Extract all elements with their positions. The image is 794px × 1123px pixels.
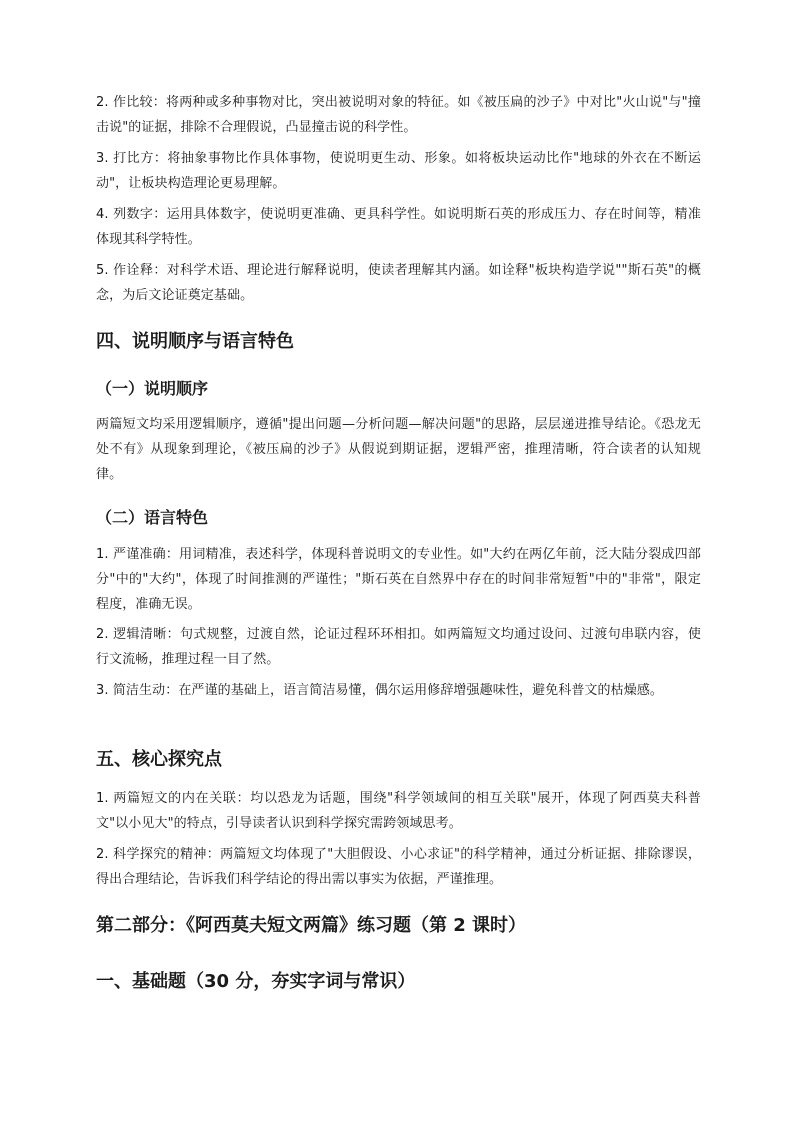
method-numbers [96, 202, 701, 252]
paragraph: 4. 列数字：运用具体数字，使说明更准确、更具科学性。如说明斯石英的形成压力、存在时间等，精准体现其科学特性。 [96, 207, 701, 247]
inquiry-item-1 [96, 786, 701, 836]
paragraph: 1. 两篇短文的内在关联：均以恐龙为话题，围绕"科学领域间的相互关联"展开，体现了阿西莫夫科普文"以小见大"的特点，引导读者认识到科学探究需跨领域思考。 [96, 791, 701, 831]
paragraph: 5. 作诠释：对科学术语、理论进行解释说明，使读者理解其内涵。如诠释"板块构造学说""斯石英"的概念，为后文论证奠定基础。 [96, 263, 701, 303]
part-title: 第二部分：《阿西莫夫短文两篇》练习题（第 2 课时） [96, 915, 527, 936]
subsection-title: （一）说明顺序 [96, 379, 209, 398]
order-paragraph [96, 412, 701, 487]
subsection-title: （二）语言特色 [96, 508, 209, 527]
section-heading [96, 330, 701, 354]
section-title: 五、核心探究点 [96, 749, 222, 770]
inquiry-item-2 [96, 842, 701, 892]
method-compare [96, 90, 701, 140]
language-item-1 [96, 542, 701, 617]
paragraph: 3. 简洁生动：在严谨的基础上，语言简洁易懂，偶尔运用修辞增强趣味性，避免科普文的枯燥感。 [96, 683, 664, 698]
subsection-heading [96, 378, 701, 400]
paragraph: 2. 逻辑清晰：句式规整，过渡自然，论证过程环环相扣。如两篇短文均通过设问、过渡句串联内容，使行文流畅，推理过程一目了然。 [96, 627, 701, 667]
language-item-2 [96, 622, 701, 672]
section-heading [96, 748, 701, 772]
paragraph: 3. 打比方：将抽象事物比作具体事物，使说明更生动、形象。如将板块运动比作"地球的外衣在不断运动"，让板块构造理论更易理解。 [96, 151, 701, 191]
method-explain [96, 258, 701, 308]
paragraph: 1. 严谨准确：用词精准，表述科学，体现科普说明文的专业性。如"大约在两亿年前，泛大陆分裂成四部分"中的"大约"，体现了时间推测的严谨性；"斯石英在自然界中存在的时间非常短暂"中的"非常"，限定程度，准确无误。 [96, 547, 701, 612]
paragraph: 2. 科学探究的精神：两篇短文均体现了"大胆假设、小心求证"的科学精神，通过分析证据、排除谬误，得出合理结论，告诉我们科学结论的得出需以事实为依据，严谨推理。 [96, 847, 701, 887]
section-title: 四、说明顺序与语言特色 [96, 331, 294, 352]
part-subtitle: 一、基础题（30 分，夯实字词与常识） [96, 971, 416, 992]
method-metaphor [96, 146, 701, 196]
paragraph: 2. 作比较：将两种或多种事物对比，突出被说明对象的特征。如《被压扁的沙子》中对比"火山说"与"撞击说"的证据，排除不合理假说，凸显撞击说的科学性。 [96, 95, 701, 135]
paragraph: 两篇短文均采用逻辑顺序，遵循"提出问题—分析问题—解决问题"的思路，层层递进推导结论。《恐龙无处不有》从现象到理论，《被压扁的沙子》从假说到期证据，逻辑严密，推理清晰，符合读者的认知规律。 [96, 417, 701, 482]
subsection-heading [96, 507, 701, 529]
part-subheading [96, 970, 701, 994]
language-item-3 [96, 678, 701, 703]
part-heading [96, 914, 701, 938]
